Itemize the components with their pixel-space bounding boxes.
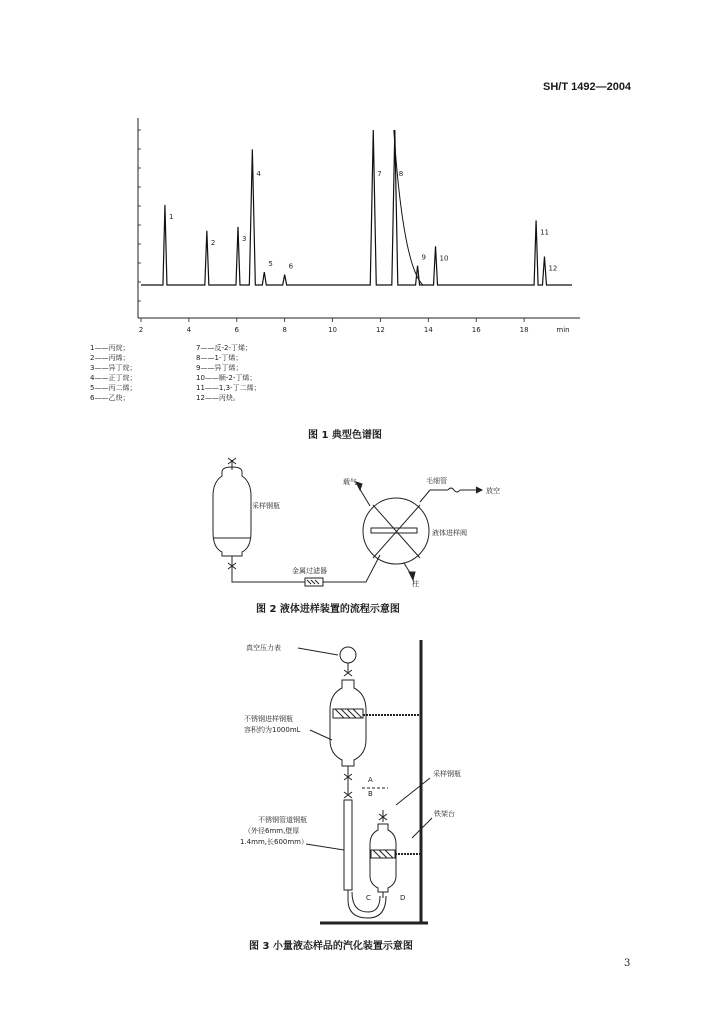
peak-label: 12 bbox=[548, 264, 558, 273]
figure2-caption: 图 2 液体进样装置的流程示意图 bbox=[256, 604, 400, 615]
x-tick-label: 2 bbox=[138, 326, 144, 334]
label-big-cylinder-2: 容积约为1000mL bbox=[244, 726, 301, 734]
peak-label: 3 bbox=[241, 234, 247, 243]
label-tube-1: 不锈钢管道钢瓶 bbox=[258, 816, 307, 824]
x-tick-label: 8 bbox=[282, 326, 287, 334]
label-vacuum-gauge: 真空压力表 bbox=[246, 644, 281, 652]
label-A: A bbox=[368, 776, 373, 784]
standard-number: SH/T 1492—2004 bbox=[543, 81, 632, 93]
label-carrier-gas: 载气 bbox=[343, 478, 357, 486]
peak-label: 9 bbox=[421, 253, 427, 262]
vacuum-gauge-icon bbox=[340, 647, 356, 663]
x-tick-label: 6 bbox=[234, 326, 240, 334]
figure3-caption: 图 3 小量液态样品的汽化装置示意图 bbox=[249, 941, 413, 952]
x-tick-label: 14 bbox=[423, 326, 433, 334]
label-sample-cylinder: 采样钢瓶 bbox=[433, 770, 461, 778]
label-metal-filter: 金属过滤器 bbox=[292, 567, 327, 575]
peak-label: 7 bbox=[377, 170, 382, 178]
figure1-caption: 图 1 典型色谱图 bbox=[308, 430, 382, 441]
x-tick-label: 12 bbox=[375, 326, 385, 334]
label-D: D bbox=[400, 894, 406, 902]
label-tube-2: （外径6mm,壁厚 bbox=[244, 827, 300, 835]
legend-item: 1——丙烷； bbox=[90, 344, 130, 352]
peak-label: 6 bbox=[288, 262, 294, 271]
peak-label: 1 bbox=[168, 212, 174, 221]
big-cylinder-icon bbox=[330, 680, 421, 766]
legend-item: 8——1-丁烯； bbox=[196, 354, 243, 362]
peak-label: 5 bbox=[268, 260, 273, 269]
peak-label: 4 bbox=[256, 170, 261, 178]
peak-label: 10 bbox=[439, 254, 449, 263]
label-iron-stand: 铁架台 bbox=[434, 810, 455, 818]
label-big-cylinder-1: 不锈钢进样钢瓶 bbox=[244, 715, 293, 723]
label-capillary: 毛细管 bbox=[426, 477, 447, 485]
label-injection-valve: 液体进样阀 bbox=[432, 529, 467, 537]
legend-item: 7——反-2-丁烯； bbox=[196, 344, 252, 352]
peak-label: 2 bbox=[210, 238, 216, 247]
legend-item: 4——正丁烷； bbox=[90, 374, 137, 382]
legend-item: 12——丙炔。 bbox=[196, 394, 240, 402]
label-column: 柱 bbox=[412, 580, 419, 588]
page-number: 3 bbox=[624, 958, 631, 969]
small-cylinder-icon bbox=[370, 810, 421, 898]
x-axis-unit: min bbox=[556, 326, 570, 334]
figure3-diagram bbox=[0, 600, 702, 940]
legend-item: 6——乙炔； bbox=[90, 394, 130, 402]
steel-tube-icon bbox=[344, 800, 352, 890]
peak-label: 8 bbox=[398, 170, 404, 178]
x-tick-label: 10 bbox=[328, 326, 338, 334]
iron-stand-icon bbox=[320, 640, 428, 923]
label-B: B bbox=[368, 790, 373, 798]
legend-item: 9——异丁烯； bbox=[196, 364, 243, 372]
legend-item: 2——丙烯； bbox=[90, 354, 130, 362]
peak-label: 11 bbox=[540, 228, 550, 237]
x-tick-label: 18 bbox=[519, 326, 529, 334]
legend-item: 3——异丁烷； bbox=[90, 364, 137, 372]
label-tube-3: 1.4mm,长600mm） bbox=[240, 838, 308, 846]
x-tick-label: 16 bbox=[471, 326, 481, 334]
label-sampling-cylinder: 采样钢瓶 bbox=[252, 502, 280, 510]
legend-item: 10——顺-2-丁烯； bbox=[196, 374, 257, 382]
legend-item: 5——丙二烯； bbox=[90, 384, 137, 392]
legend-item: 11——1,3-丁二烯； bbox=[196, 384, 261, 392]
label-vent: 放空 bbox=[486, 487, 500, 495]
label-C: C bbox=[366, 894, 371, 902]
x-tick-label: 4 bbox=[186, 326, 192, 334]
